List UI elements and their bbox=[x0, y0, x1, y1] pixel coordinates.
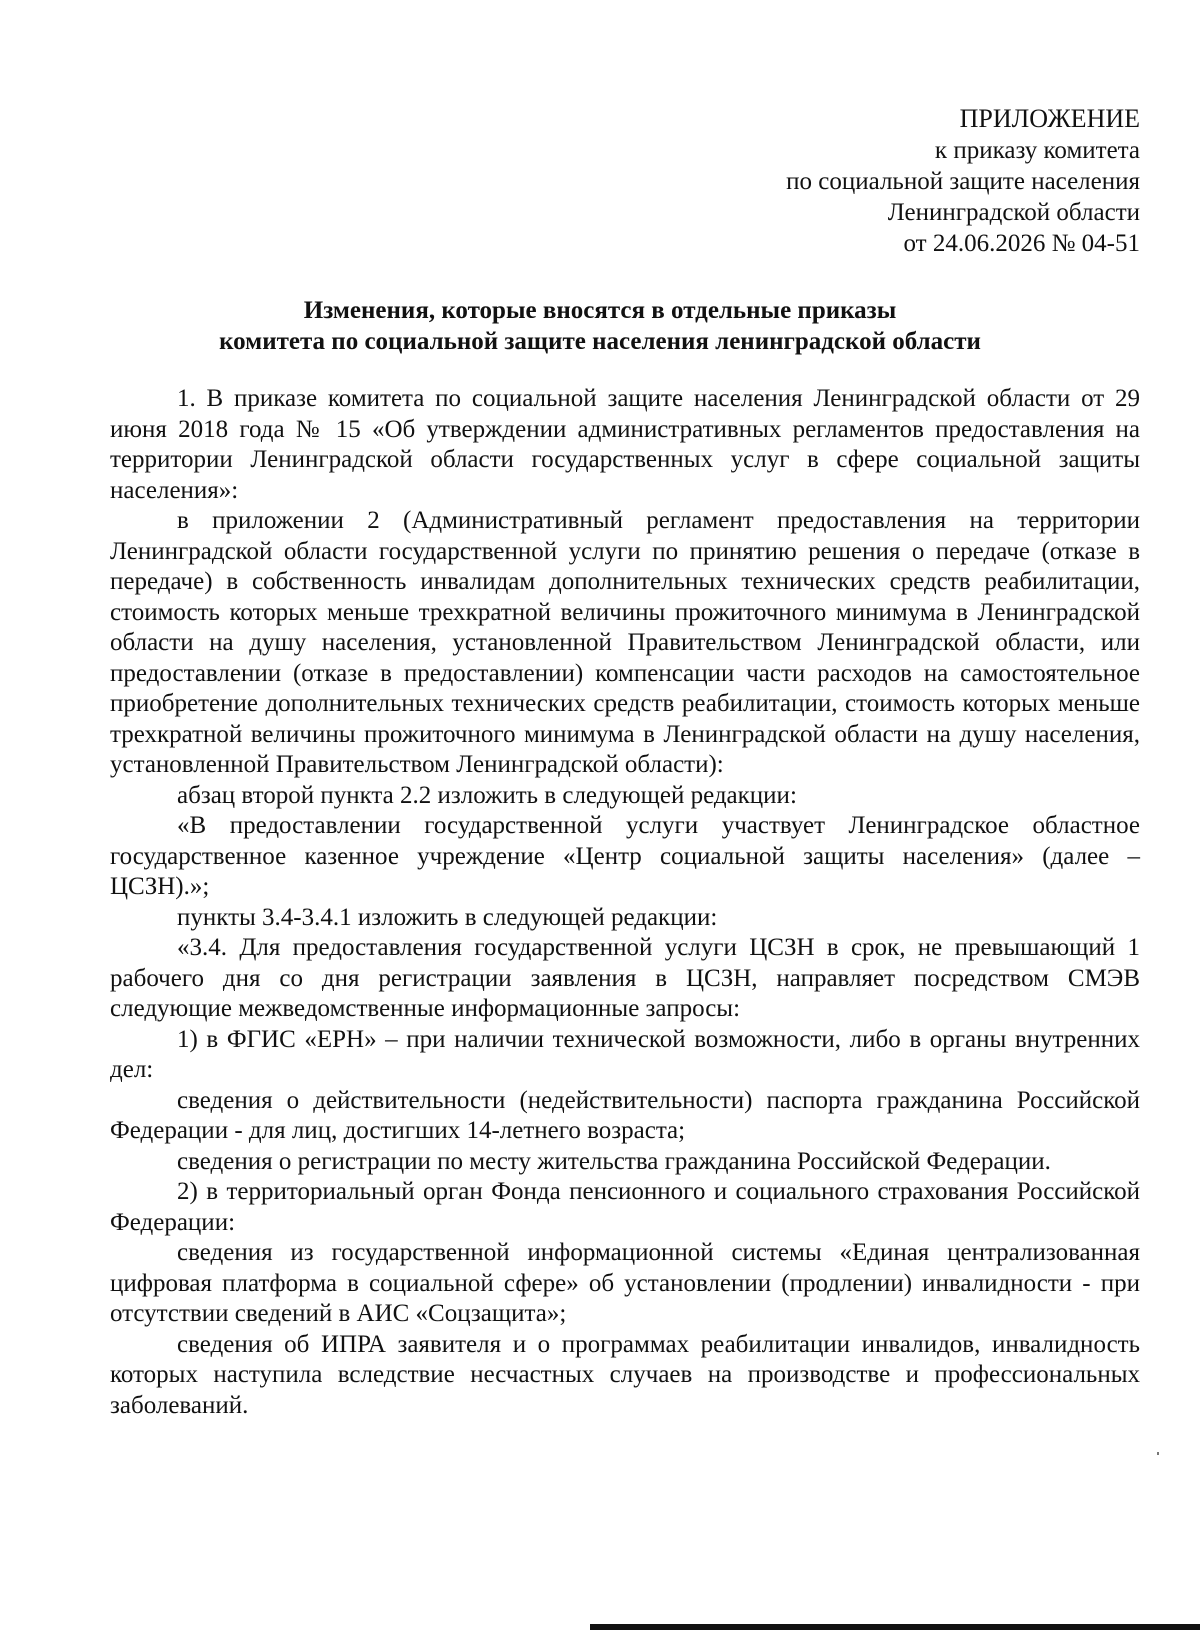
approval-line: к приказу комитета bbox=[934, 137, 1140, 164]
body-paragraph: сведения о регистрации по месту жительства гражданина Российской Федерации. bbox=[177, 1147, 1051, 1175]
approval-heading: ПРИЛОЖЕНИЕ bbox=[959, 104, 1140, 133]
document-body bbox=[110, 384, 1140, 1421]
body-paragraph: сведения о действительности (недействительности) паспорта гражданина Российской Федерации - для лиц, достигших 14-летнего возраста; bbox=[110, 1086, 1140, 1144]
document-title-line: комитета по социальной защите населения ленинградской области bbox=[219, 328, 981, 355]
body-paragraph: «В предоставлении государственной услуги участвует Ленинградское областное государственное казенное учреждение «Центр социальной защиты населения» (далее – ЦСЗН).»; bbox=[110, 812, 1140, 900]
approval-block bbox=[786, 103, 1140, 259]
body-paragraph: абзац второй пункта 2.2 изложить в следующей редакции: bbox=[177, 781, 797, 809]
body-paragraph: пункты 3.4-3.4.1 изложить в следующей редакции: bbox=[177, 903, 718, 931]
document-title bbox=[100, 295, 1100, 357]
approval-date-number: от 24.06.2026 № 04-51 bbox=[903, 230, 1140, 257]
scan-edge-line bbox=[590, 1624, 1200, 1630]
body-paragraph: 1. В приказе комитета по социальной защите населения Ленинградской области от 29 июня 2018 года № 15 «Об утверждении административных регламентов предоставления на территории Ленинградской области государственных услуг в сфере социальной защиты населения»: bbox=[110, 385, 1140, 504]
approval-line: по социальной защите населения bbox=[786, 168, 1140, 195]
document-title-line: Изменения, которые вносятся в отдельные приказы bbox=[303, 297, 897, 324]
approval-line: Ленинградской области bbox=[887, 199, 1140, 226]
body-paragraph: сведения из государственной информационной системы «Единая централизованная цифровая платформа в социальной сфере» об установлении (продлении) инвалидности - при отсутствии сведений в АИС «Соцзащита»; bbox=[110, 1239, 1140, 1327]
scan-speck bbox=[1157, 1452, 1159, 1455]
body-paragraph: «3.4. Для предоставления государственной услуги ЦСЗН в срок, не превышающий 1 рабочего дня со дня регистрации заявления в ЦСЗН, направляет посредством СМЭВ следующие межведомственные информационные запросы: bbox=[110, 934, 1140, 1022]
body-paragraph: 1) в ФГИС «ЕРН» – при наличии технической возможности, либо в органы внутренних дел: bbox=[110, 1025, 1140, 1083]
body-paragraph: в приложении 2 (Административный регламент предоставления на территории Ленинградской области государственной услуги по принятию решения о передаче (отказе в передаче) в собственность инвалидам дополнительных технических средств реабилитации, стоимость которых меньше трехкратной величины прожиточного минимума в Ленинградской области на душу населения, установленной Правительством Ленинградской области, или предоставлении (отказе в предоставлении) компенсации части расходов на самостоятельное приобретение дополнительных технических средств реабилитации, стоимость которых меньше трехкратной величины прожиточного минимума в Ленинградской области на душу населения, установленной Правительством Ленинградской области): bbox=[110, 507, 1140, 778]
body-paragraph: 2) в территориальный орган Фонда пенсионного и социального страхования Российской Федерации: bbox=[110, 1178, 1140, 1236]
body-paragraph: сведения об ИПРА заявителя и о программах реабилитации инвалидов, инвалидность которых наступила вследствие несчастных случаев на производстве и профессиональных заболеваний. bbox=[110, 1330, 1140, 1419]
